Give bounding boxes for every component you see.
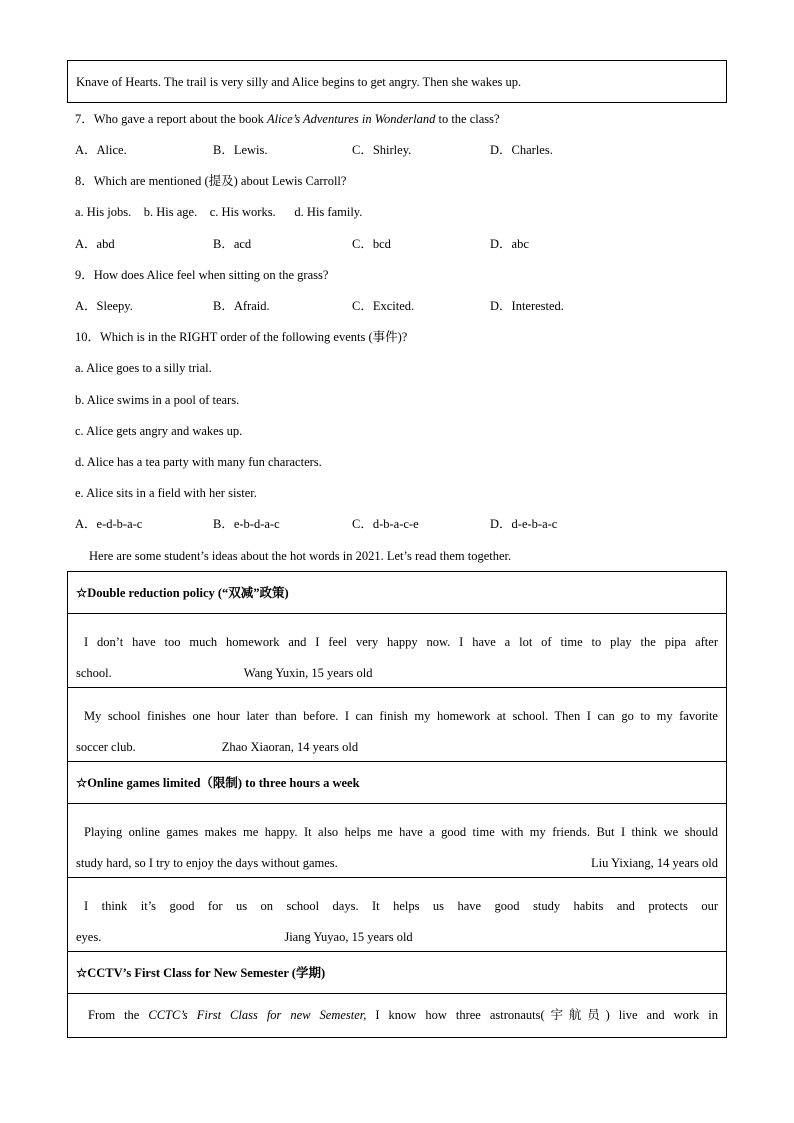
section-title-double-reduction: ☆Double reduction policy (“双减”政策) (68, 572, 726, 614)
intro-text: Here are some student’s ideas about the hot words in 2021. Let’s read them together. (89, 549, 512, 563)
q10-option-d[interactable]: D．d-e-b-a-c (490, 517, 558, 531)
q7-option-d[interactable]: D．Charles. (490, 143, 553, 157)
author-name: Wang Yuxin, 15 years old (243, 666, 373, 680)
question-8: 8．Which are mentioned (提及) about Lewis Carroll? (75, 174, 347, 188)
program-title: CCTC’s First Class for new Semester, (148, 1008, 367, 1022)
section-title-first-class: ☆CCTV’s First Class for New Semester (学期) (68, 952, 726, 994)
question-8-items: a. His jobs. b. His age. c. His works. d. His family. (75, 205, 363, 219)
event-b: b. Alice swims in a pool of tears. (75, 393, 240, 407)
q7-option-b[interactable]: B．Lewis. (213, 143, 268, 157)
book-title: Alice’s Adventures in Wonderland (266, 112, 436, 126)
q7-option-a[interactable]: A．Alice. (75, 143, 127, 157)
event-e: e. Alice sits in a field with her sister. (75, 486, 257, 500)
passage-text: Knave of Hearts. The trail is very silly and Alice begins to get angry. Then she wakes up. (76, 75, 522, 89)
entry-jiang-yuyao: I think it’s good for us on school days. It helps us have good study habits and protects our eyes. Jiang Yuyao, 15 years old (68, 878, 726, 952)
hot-words-table (67, 571, 727, 1038)
question-10: 10．Which is in the RIGHT order of the following events (事件)? (75, 330, 408, 344)
entry-liu-yixiang: Playing online games makes me happy. It also helps me have a good time with my friends. But I think we should study hard, so I try to enjoy the days without games. Liu Yixiang, 14 years old (68, 804, 726, 878)
event-c: c. Alice gets angry and wakes up. (75, 424, 243, 438)
passage-box (67, 60, 727, 103)
author-name: Liu Yixiang, 14 years old (591, 856, 718, 870)
section-title-online-games: ☆Online games limited（限制) to three hours a week (68, 762, 726, 804)
entry-wang-yuxin: I don’t have too much homework and I feel very happy now. I have a lot of time to play the pipa after school. Wang Yuxin, 15 years old (68, 614, 726, 688)
q9-option-a[interactable]: A．Sleepy. (75, 299, 133, 313)
q10-option-b[interactable]: B．e-b-d-a-c (213, 517, 280, 531)
author-name: Zhao Xiaoran, 14 years old (221, 740, 359, 754)
entry-first-class: From the CCTC’s First Class for new Semester, I know how three astronauts(宇航员) live and work in (88, 1008, 718, 1022)
question-7: 7．Who gave a report about the book Alice’s Adventures in Wonderland to the class? (75, 112, 500, 126)
event-a: a. Alice goes to a silly trial. (75, 361, 212, 375)
entry-zhao-xiaoran: My school finishes one hour later than before. I can finish my homework at school. Then I can go to my favorite soccer club. Zhao Xiaoran, 14 years old (68, 688, 726, 762)
q9-option-d[interactable]: D．Interested. (490, 299, 564, 313)
q8-option-c[interactable]: C．bcd (352, 237, 391, 251)
question-9: 9．How does Alice feel when sitting on the grass? (75, 268, 329, 282)
q8-option-b[interactable]: B．acd (213, 237, 252, 251)
q9-option-b[interactable]: B．Afraid. (213, 299, 270, 313)
event-d: d. Alice has a tea party with many fun characters. (75, 455, 322, 469)
q8-option-a[interactable]: A．abd (75, 237, 115, 251)
q10-option-c[interactable]: C．d-b-a-c-e (352, 517, 419, 531)
q8-option-d[interactable]: D．abc (490, 237, 529, 251)
q9-option-c[interactable]: C．Excited. (352, 299, 415, 313)
q10-option-a[interactable]: A．e-d-b-a-c (75, 517, 143, 531)
author-name: Jiang Yuyao, 15 years old (284, 930, 413, 944)
q7-option-c[interactable]: C．Shirley. (352, 143, 412, 157)
